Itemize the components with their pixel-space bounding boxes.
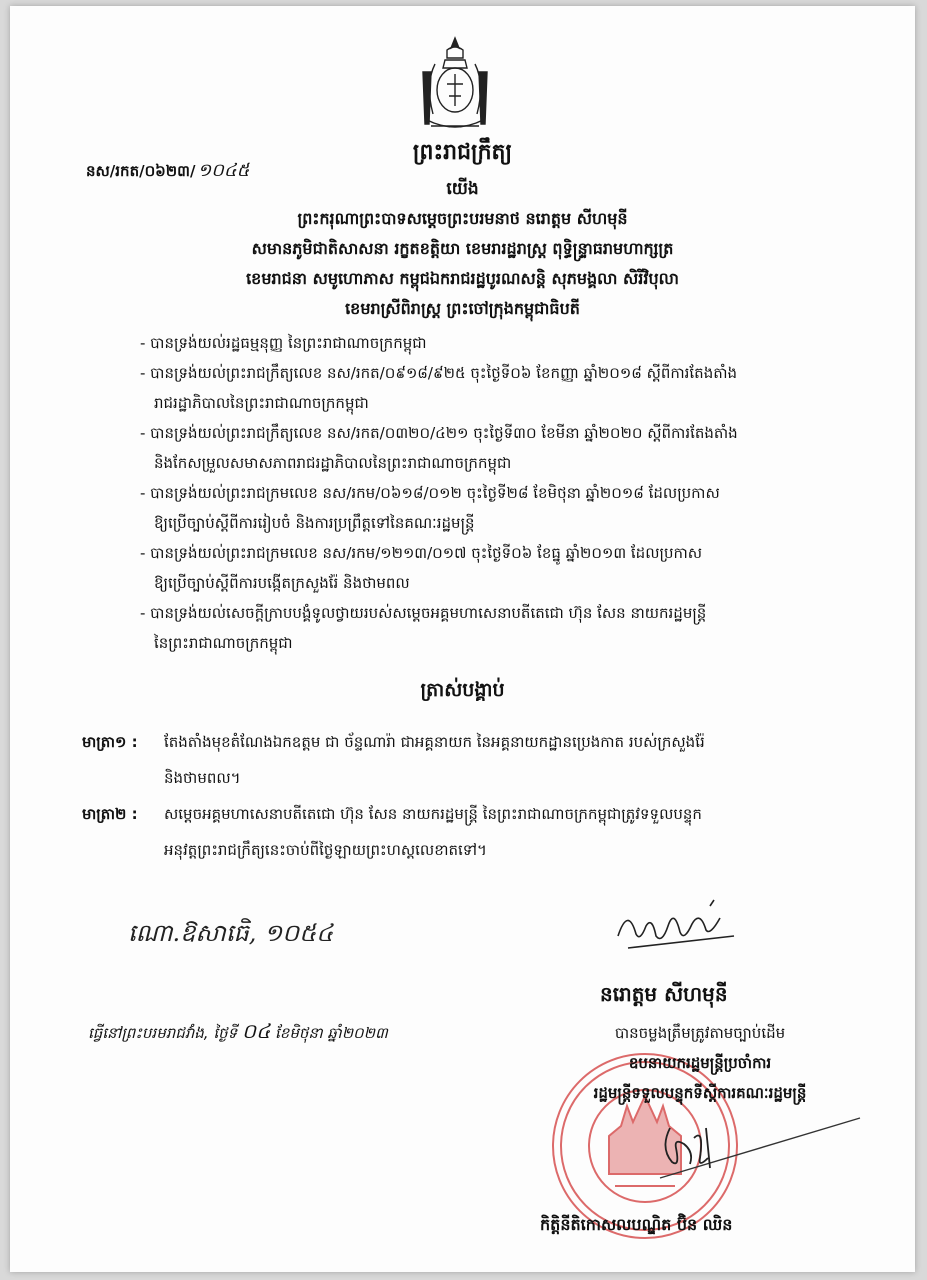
article-label: មាត្រា២ :	[82, 805, 138, 823]
consideration-line: នៃព្រះរាជាណាចក្រកម្ពុជា	[154, 634, 293, 652]
minister-signature	[650, 1098, 870, 1188]
king-title-line-4: ខេមរាស្រីពិរាស្ត្រ ព្រះចៅក្រុងកម្ពុជាធិបតី	[345, 299, 580, 318]
consideration-line: - បានទ្រង់យល់ព្រះរាជក្រឹត្យលេខ នស/រកត/០៣២០/៤២១ ចុះថ្ងៃទី៣០ ខែមីនា ឆ្នាំ២០២០ ស្តីពីការតែងតាំង	[140, 424, 738, 442]
consideration-item	[140, 358, 840, 418]
countersign-line: បានចម្លងត្រឹមត្រូវតាមច្បាប់ដើម	[614, 1024, 786, 1042]
consideration-item	[140, 328, 840, 358]
minister-name: កិត្តិនីតិកោសលបណ្ឌិត ប៊ិន ឈិន	[540, 1215, 733, 1234]
place-date-day: ០៤	[241, 1019, 271, 1043]
countersign-line: រដ្ឋមន្ត្រីទទួលបន្ទុកទីស្តីការគណៈរដ្ឋមន្ត្រី	[593, 1084, 807, 1102]
article-2	[82, 796, 852, 868]
article-1	[82, 724, 852, 796]
countersign-line: ឧបនាយករដ្ឋមន្ត្រីប្រចាំការ	[628, 1054, 772, 1072]
king-signature	[610, 896, 740, 956]
article-text: តែងតាំងមុខតំណែងឯកឧត្តម ជា ច័ន្ទណារ៉ា ជាអគ្គនាយក នៃអគ្គនាយកដ្ឋានប្រេងកាត របស់ក្រសួងរ៉ែ	[164, 733, 705, 751]
document-number-handwritten: ១០៤៥	[197, 160, 250, 181]
royal-coat-of-arms	[405, 34, 505, 134]
consideration-line: ឱ្យប្រើច្បាប់ស្តីពីការរៀបចំ និងការប្រព្រឹត្តទៅនៃគណៈរដ្ឋមន្ត្រី	[154, 514, 475, 532]
decision-heading: ត្រាស់បង្គាប់	[420, 679, 505, 701]
document-number-printed: នស/រកត/០៦២៣/	[86, 162, 196, 180]
decree-page	[10, 6, 915, 1272]
king-title-line-3: ខេមរាជនា សមូហោភាស កម្ពុជឯករាជរដ្ឋបូរណសន្តិ សុភមង្គលា សិរីវិបុលា	[246, 269, 679, 288]
consideration-line: - បានទ្រង់យល់រដ្ឋធម្មនុញ្ញ នៃព្រះរាជាណាចក្រកម្ពុជា	[140, 334, 427, 352]
consideration-line: និងកែសម្រួលសមាសភាពរាជរដ្ឋាភិបាលនៃព្រះរាជាណាចក្រកម្ពុជា	[154, 454, 512, 472]
consideration-item	[140, 478, 840, 538]
consideration-item	[140, 538, 840, 598]
consideration-line: - បានទ្រង់យល់ព្រះរាជក្រមលេខ នស/រកម/០៦១៨/០១២ ចុះថ្ងៃទី២៨ ខែមិថុនា ឆ្នាំ២០១៨ ដែលប្រកាស	[140, 484, 720, 502]
decree-title: ព្រះរាជក្រឹត្យ	[412, 140, 513, 165]
considerations-list	[140, 328, 840, 658]
consideration-line: - បានទ្រង់យល់សេចក្តីក្រាបបង្គំទូលថ្វាយរបស់សម្តេចអគ្គមហាសេនាបតីតេជោ ហ៊ុន សែន នាយករដ្ឋមន្ត្រី	[140, 604, 707, 622]
article-text: សម្តេចអគ្គមហាសេនាបតីតេជោ ហ៊ុន សែន នាយករដ្ឋមន្ត្រី នៃព្រះរាជាណាចក្រកម្ពុជាត្រូវទទួលបន្ទុក	[164, 805, 702, 823]
king-title-line-1: ព្រះករុណាព្រះបាទសម្តេចព្រះបរមនាថ នរោត្តម សីហមុនី	[297, 209, 628, 228]
consideration-line: រាជរដ្ឋាភិបាលនៃព្រះរាជាណាចក្រកម្ពុជា	[154, 394, 369, 412]
article-text: និងថាមពល។	[164, 769, 241, 787]
king-title-line-2: សមានភូមិជាតិសាសនា រក្ខតខត្តិយា ខេមរារដ្ឋរាស្ត្រ ពុទ្ធិន្រ្ទាធរាមហាក្សត្រ	[251, 239, 674, 258]
place-date-suffix: ខែមិថុនា ឆ្នាំ២០២៣	[275, 1024, 388, 1042]
article-label: មាត្រា១ :	[82, 733, 138, 751]
countersignature-block	[530, 1018, 870, 1108]
consideration-line: - បានទ្រង់យល់ព្រះរាជក្រមលេខ នស/រកម/១២១៣/០១៧ ចុះថ្ងៃទី០៦ ខែធ្នូ ឆ្នាំ២០១៣ ដែលប្រកាស	[140, 544, 703, 562]
king-name: នរោត្តម សីហមុនី	[600, 982, 728, 1006]
consideration-item	[140, 418, 840, 478]
we-heading: យើង	[446, 179, 479, 199]
consideration-line: ឱ្យប្រើច្បាប់ស្តីពីការបង្កើតក្រសួងរ៉ែ និងថាមពល	[154, 574, 410, 592]
consideration-item	[140, 598, 840, 658]
consideration-line: - បានទ្រង់យល់ព្រះរាជក្រឹត្យលេខ នស/រកត/០៩១៨/៩២៥ ចុះថ្ងៃទី០៦ ខែកញ្ញា ឆ្នាំ២០១៨ ស្តីពីការតែងតាំង	[140, 364, 738, 382]
article-text: អនុវត្តព្រះរាជក្រឹត្យនេះចាប់ពីថ្ងៃឡាយព្រះហស្តលេខាតទៅ។	[164, 841, 487, 859]
place-date-prefix: ធ្វើនៅព្រះបរមរាជវាំង, ថ្ងៃទី	[88, 1024, 238, 1042]
place-and-date	[88, 1018, 388, 1048]
handwritten-lunar-date: ណោ.ឱសាធេិ, ១០៥៤	[128, 919, 334, 947]
